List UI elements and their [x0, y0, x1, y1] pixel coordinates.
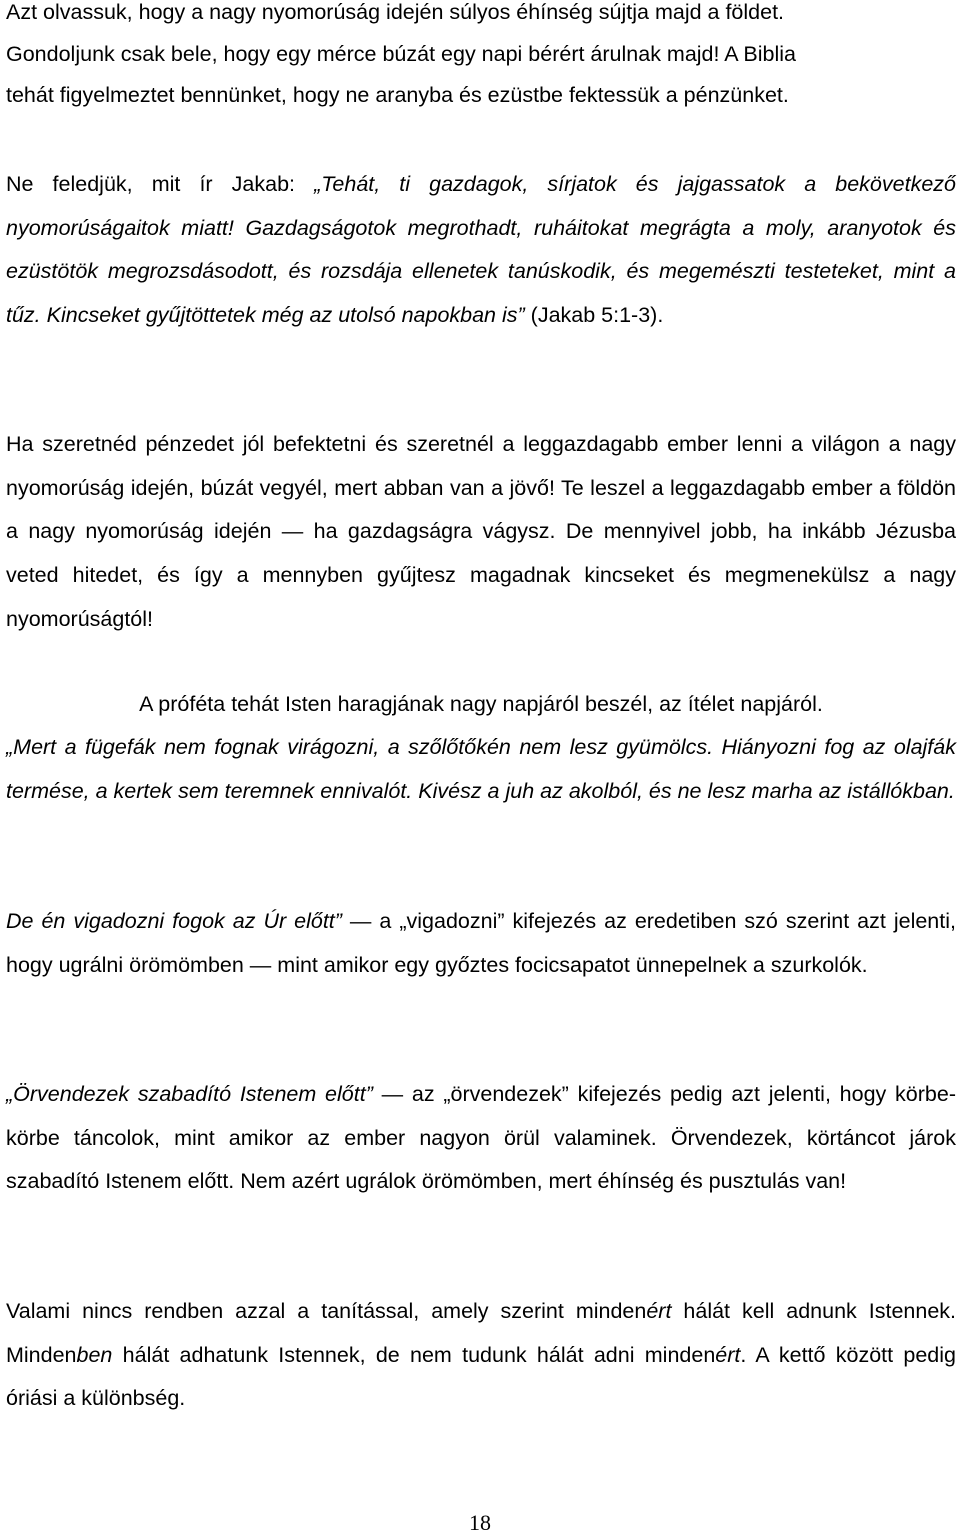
bible-quote: De én vigadozni fogok az Úr előtt” [6, 909, 342, 933]
paragraph-fig-trees-quote: „Mert a fügefák nem fognak virágozni, a szőlőtőkén nem lesz gyümölcs. Hiányozni fog az olajfák termése, a kertek sem teremnek ennivalót. Kivész a juh az akolból, és ne lesz marha az istállókban. [6, 735, 956, 803]
bible-reference: (Jakab 5:1-3). [524, 303, 664, 328]
paragraph-line: Azt olvassuk, hogy a nagy nyomorúság idején súlyos éhínség sújtja majd a földet. [6, 0, 785, 24]
paragraph-text: hálát adhatunk Istennek, de nem tudunk hálát adni minden [112, 1342, 716, 1367]
emphasis: ért [646, 1299, 672, 1323]
emphasis: ért [715, 1342, 741, 1367]
paragraph-rejoice [6, 900, 956, 987]
paragraph-lead: Ne feledjük, mit ír Jakab: [6, 172, 315, 196]
paragraph-prophet: A próféta tehát Isten haragjának nagy napjáról beszél, az ítélet napjáról. [139, 692, 823, 716]
paragraph-line: Gondoljunk csak bele, hogy egy mérce búzát egy napi bérért árulnak majd! A Biblia [6, 41, 796, 66]
paragraph-text: — a „vigadozni” kifejezés az eredetiben szó szerint azt jelenti, hogy ugrálni örömömben — mint amikor egy győztes focicsapatot ünnepelnek a szurkolók. [6, 909, 956, 977]
emphasis: ben [76, 1342, 113, 1367]
paragraph-james-quote [6, 163, 956, 338]
paragraph-text: hálát kell adnunk Istennek. Minden [6, 1299, 956, 1367]
page-number: 18 [469, 1510, 491, 1535]
paragraph-thanks [6, 1290, 956, 1421]
paragraph-line: tehát figyelmeztet bennünket, hogy ne aranyba és ezüstbe fektessük a pénzünket. [6, 83, 789, 107]
paragraph-text: — az „örvendezek” kifejezés pedig azt jelenti, hogy körbe-körbe táncolok, mint amikor az ember nagyon örül valaminek. Örvendezek, körtáncot járok szabadító Istenem előtt. Nem azért ugrálok örömömben, mert éhínség és pusztulás van! [6, 1082, 956, 1194]
paragraph-text: Valami nincs rendben azzal a tanítással, amely szerint minden [6, 1299, 647, 1323]
paragraph-text: . A kettő között pedig óriási a különbség. [6, 1342, 956, 1411]
paragraph-invest-wheat: Ha szeretnéd pénzedet jól befektetni és szeretnél a leggazdagabb ember lenni a világon a nagy nyomorúság idején, búzát vegyél, mert abban van a jövő! Te leszel a leggazdagabb ember a földön a nagy nyomorúság idején — ha gazdagságra vágysz. De mennyivel jobb, ha inkább Jézusba veted hitedet, és így a mennyben gyűjtesz magadnak kincseket és megmenekülsz a nagy nyomorúságtól! [6, 432, 956, 631]
bible-quote: „Örvendezek szabadító Istenem előtt” [6, 1082, 373, 1106]
bible-quote: „Tehát, ti gazdagok, sírjatok és jajgassatok a bekövetkező nyomorúságaitok miatt! Gazdagságotok megrothadt, ruháitokat megrágta a moly, aranyotok és ezüstötök megrozsdásodott, és rozsdája ellenetek tanúskodik, és megemészti testeteket, mint a tűz. Kincseket gyűjtöttetek még az utolsó napokban is” [6, 172, 956, 328]
paragraph-famine [6, 0, 956, 117]
paragraph-exult [6, 1073, 956, 1204]
